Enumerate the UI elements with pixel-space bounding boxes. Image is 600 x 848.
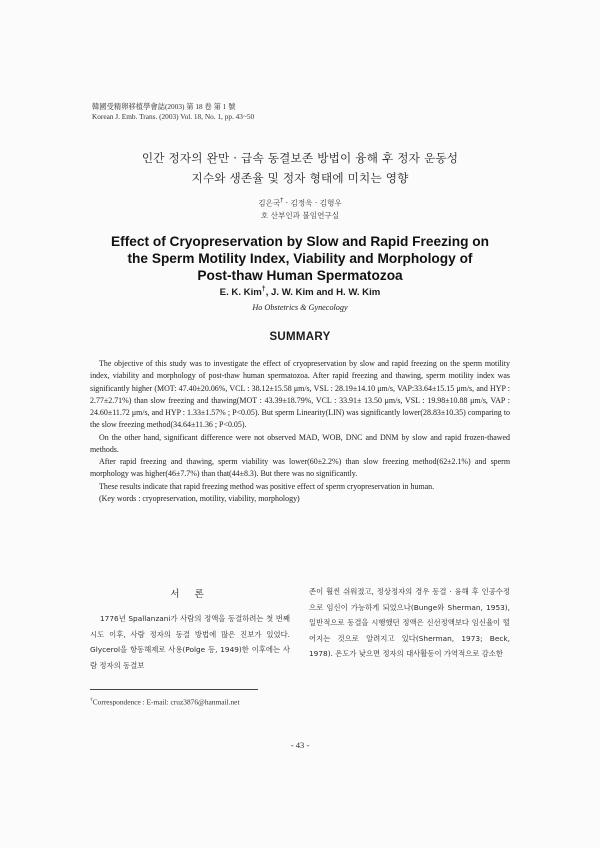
english-title [0,233,600,284]
english-title-line3: Post-thaw Human Spermatozoa [197,268,403,283]
korean-title-line2: 지수와 생존율 및 정자 형태에 미치는 영향 [191,171,409,185]
korean-author-dagger: † [280,197,284,204]
abstract-paragraph: These results indicate that rapid freezing method was positive effect of sperm cryopreservation in human. [99,481,435,491]
page-number: - 43 - [290,740,310,750]
abstract-paragraph: On the other hand, significant difference were not observed MAD, WOB, DNC and DNM by slow and rapid frozen-thawed methods. [90,432,510,454]
footnote-rule [90,689,258,690]
introduction-heading: 서 론 [170,589,210,600]
journal-citation-english: Korean J. Emb. Trans. (2003) Vol. 18, No. 1, pp. 43~50 [92,112,255,121]
korean-author-first: 김은국 [258,198,281,208]
introduction-right-text: 존이 훨씬 쉬워졌고, 정상정자의 경우 동결 · 융해 후 인공수정으로 임신이 가능하게 되었으나(Bunge와 Sherman, 1953), 일반적으로 동결을 시행했던 정액은 신선정액보다 임신율이 떨어지는 것으로 알려지고 있다(Sherman, 1973; Beck, 1978). 온도가 낮으면 정자의 대사활동이 가역적으로 감소한 [309,587,510,659]
english-author-first: E. K. Kim [219,287,262,299]
english-affiliation: Ho Obstetrics & Gynecology [252,303,348,312]
journal-citation-korean: 韓國受精卵移植學會誌(2003) 第 18 卷 第 1 號 [92,102,236,111]
abstract-paragraph: After rapid freezing and thawing, sperm viability was lower(60±2.2%) than slow freezing method(62±2.1%) and sperm morphology was higher(46±7.7%) than that(44±8.3). But there was no significantly. [90,457,510,479]
english-authors [0,286,600,298]
english-title-line1: Effect of Cryopreservation by Slow and Rapid Freezing on [111,234,489,249]
abstract [90,358,510,505]
introduction-left-column [90,611,290,673]
korean-authors [0,197,600,209]
english-author-dagger: † [261,286,266,293]
abstract-keywords: (Key words : cryopreservation, motility, viability, morphology) [99,493,300,503]
introduction-left-text: 1776년 Spallanzani가 사람의 정액을 동결하려는 첫 번째 시도 이후, 사람 정자의 동결 방법에 많은 진보가 있었다. Glycerol을 항동해제로 사용(Polge 등, 1949)한 이후에는 사람 정자의 동결보 [90,614,290,670]
korean-author-rest: · 김정욱 · 김형우 [283,198,342,208]
footnote-dagger: † [90,697,93,703]
korean-affiliation: 호 산부인과 불임연구실 [260,211,340,220]
journal-citation [92,102,254,122]
english-author-rest: , J. W. Kim and H. W. Kim [265,287,381,299]
footnote-text: Correspondence : E-mail: cruz3876@hanmail.net [92,697,240,707]
english-title-line2: the Sperm Motility Index, Viability and Morphology of [127,251,473,266]
korean-title-line1: 인간 정자의 완만 · 급속 동결보존 방법이 융해 후 정자 운동성 [141,151,459,165]
abstract-paragraph: The objective of this study was to investigate the effect of cryopreservation by slow and rapid freezing on the sperm motility index, viability and morphology of post-thaw human spermatozoa. After rapid freezing and thawing, sperm motility index was significantly higher (MOT: 47.40±20.06%, VCL : 38.12±15.58 μm/s, VSL : 28.19±14.10 μm/s, VAP:33.64±15.15 μm/s, and HYP : 2.77±2.71%) than slow freezing and thawing(MOT : 43.39±18.79%, VCL : 33.91± 13.50 μm/s, VSL : 19.98±10.88 μm/s, VAP : 24.60±11.72 μm/s, and HYP : 1.33±1.57% ; P<0.05). But sperm Linearity(LIN) was significantly lower(28.83±10.35) comparing to the slow freezing method(34.64±11.36 ; P<0.05). [90,359,510,430]
footnote [90,697,240,706]
summary-heading: SUMMARY [269,331,331,343]
introduction-right-column [309,584,510,662]
